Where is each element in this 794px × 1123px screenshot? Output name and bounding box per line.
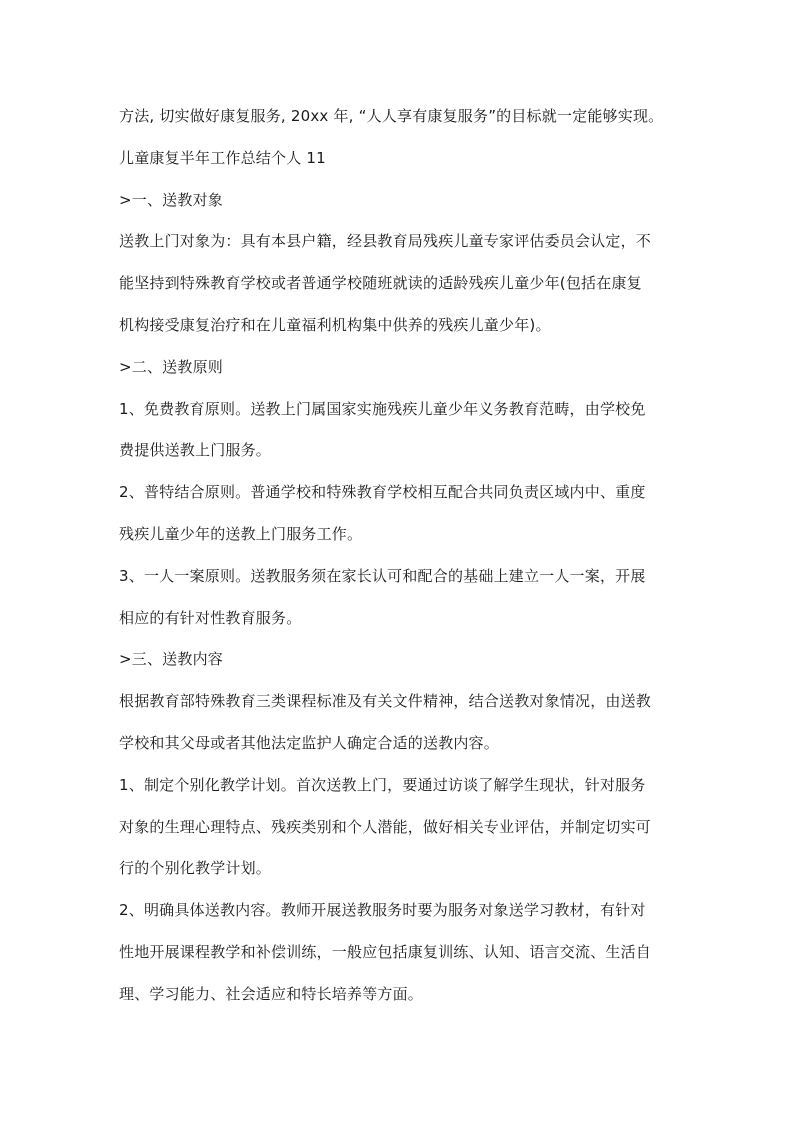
paragraph-line: 1、免费教育原则。送教上门属国家实施残疾儿童少年义务教育范畴，由学校免 (119, 400, 646, 418)
paragraph-line: 3、一人一案原则。送教服务须在家长认可和配合的基础上建立一人一案，开展 (119, 567, 646, 585)
subsection-heading: >一、送教对象 (119, 191, 223, 209)
paragraph-line: 2、明确具体送教内容。教师开展送教服务时要为服务对象送学习教材，有针对 (119, 901, 646, 919)
paragraph-line: 学校和其父母或者其他法定监护人确定合适的送教内容。 (119, 734, 500, 752)
paragraph-line: 相应的有针对性教育服务。 (119, 609, 302, 627)
paragraph-line: 残疾儿童少年的送教上门服务工作。 (119, 525, 363, 543)
paragraph-line: 行的个别化教学计划。 (119, 859, 272, 877)
paragraph-line: 理、学习能力、社会适应和特长培养等方面。 (119, 985, 424, 1003)
subsection-heading: >三、送教内容 (119, 650, 223, 668)
paragraph-line: 性地开展课程教学和补偿训练，一般应包括康复训练、认知、语言交流、生活自 (119, 943, 652, 961)
paragraph-line: 机构接受康复治疗和在儿童福利机构集中供养的残疾儿童少年)。 (119, 316, 551, 334)
section-heading: 儿童康复半年工作总结个人 11 (119, 149, 326, 167)
paragraph-line: 2、普特结合原则。普通学校和特殊教育学校相互配合共同负责区域内中、重度 (119, 483, 646, 501)
paragraph-line: 费提供送教上门服务。 (119, 441, 272, 459)
paragraph-line: 1、制定个别化教学计划。首次送教上门，要通过访谈了解学生现状，针对服务 (119, 776, 646, 794)
paragraph-line: 方法, 切实做好康复服务, 20xx 年, “人人享有康复服务”的目标就一定能够实现。 (119, 107, 664, 125)
paragraph-line: 对象的生理心理特点、残疾类别和个人潜能，做好相关专业评估，并制定切实可 (119, 818, 652, 836)
paragraph-line: 能坚持到特殊教育学校或者普通学校随班就读的适龄残疾儿童少年(包括在康复 (119, 274, 642, 292)
subsection-heading: >二、送教原则 (119, 358, 223, 376)
paragraph-line: 送教上门对象为：具有本县户籍，经县教育局残疾儿童专家评估委员会认定，不 (119, 232, 652, 250)
paragraph-line: 根据教育部特殊教育三类课程标准及有关文件精神，结合送教对象情况，由送教 (119, 692, 652, 710)
